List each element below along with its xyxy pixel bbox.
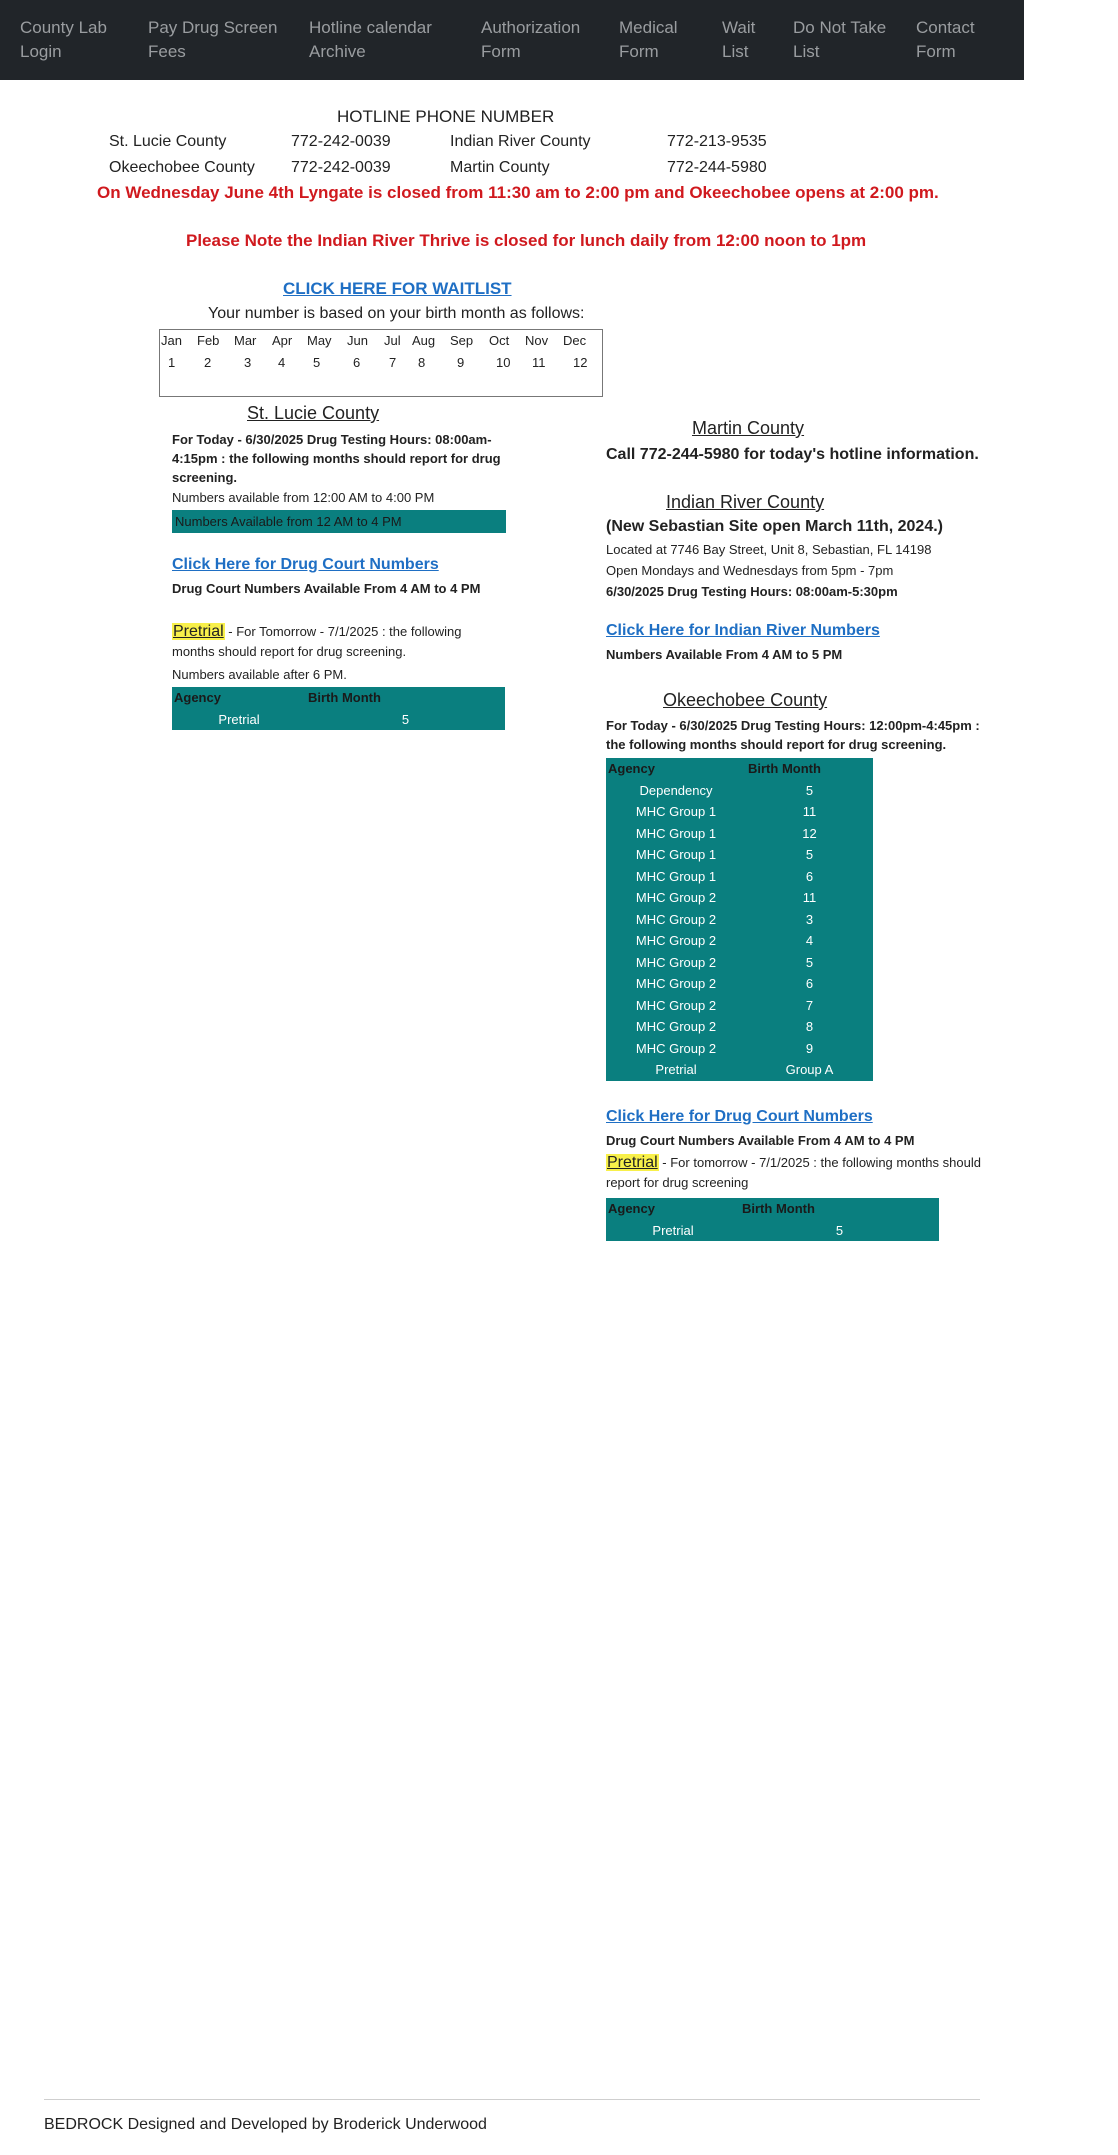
pretrial-text: - For Tomorrow - 7/1/2025 : the following months should report for drug screening. [172, 624, 462, 659]
okeechobee-today-hours: For Today - 6/30/2025 Drug Testing Hours: 12:00pm-4:45pm : the following months should report for drug screening. [606, 718, 980, 752]
table-row [606, 844, 873, 866]
table-cell: 8 [805, 1019, 814, 1035]
table-header: Birth Month [748, 761, 821, 777]
nav-wait-list[interactable]: Wait List [722, 18, 756, 61]
table-row [606, 801, 873, 823]
table-row [606, 909, 873, 931]
nav-pay-drug-screen-fees[interactable]: Pay Drug Screen Fees [148, 18, 278, 61]
table-row [606, 952, 873, 974]
table-row [606, 866, 873, 888]
month-label: Oct [489, 333, 510, 348]
nav-authorization-form[interactable]: Authorization Form [481, 18, 581, 61]
month-number: 1 [168, 355, 176, 370]
table-header: Agency [174, 690, 221, 706]
table-header: Agency [608, 1201, 655, 1217]
table-row [606, 780, 873, 802]
martin-heading: Martin County [692, 418, 805, 438]
footer-divider [44, 2099, 980, 2100]
month-label: Dec [563, 333, 587, 348]
table-cell: Pretrial [652, 1222, 694, 1238]
birth-month-table [159, 329, 603, 397]
table-cell: 11 [802, 890, 817, 906]
hotline-county: Martin County [450, 159, 550, 176]
indian-river-location: Located at 7746 Bay Street, Unit 8, Sebastian, FL 14198 [606, 542, 932, 557]
table-row [606, 1038, 873, 1060]
month-label: Nov [525, 333, 549, 348]
nav-hotline-calendar-archive[interactable]: Hotline calendar Archive [309, 18, 432, 61]
table-cell: Group A [785, 1062, 834, 1078]
hotline-county: Okeechobee County [109, 159, 255, 176]
table-cell: 5 [835, 1222, 844, 1238]
month-number: 7 [389, 355, 397, 370]
table-header-row [606, 1198, 939, 1220]
table-cell: 11 [802, 804, 817, 820]
st-lucie-pretrial-note [172, 622, 507, 662]
hotline-phone: 772-244-5980 [667, 159, 767, 176]
pretrial-text: - For tomorrow - 7/1/2025 : the following months should report for drug screening [606, 1155, 981, 1190]
nav-medical-form[interactable]: Medical Form [619, 18, 678, 61]
nav-county-lab-login[interactable]: County Lab Login [20, 18, 107, 61]
month-label: May [307, 333, 332, 348]
table-cell: 9 [805, 1040, 814, 1056]
indian-river-numbers-link[interactable]: Click Here for Indian River Numbers [606, 622, 880, 639]
month-label: Sep [450, 333, 474, 348]
birth-month-subtitle: Your number is based on your birth month as follows: [208, 305, 585, 322]
table-cell: MHC Group 2 [635, 997, 717, 1013]
okeechobee-heading: Okeechobee County [663, 690, 828, 710]
table-row [606, 930, 873, 952]
month-number: 5 [313, 355, 321, 370]
table-cell: 6 [805, 976, 814, 992]
waitlist-link[interactable]: CLICK HERE FOR WAITLIST [283, 279, 512, 298]
hotline-phone: 772-242-0039 [291, 133, 391, 150]
st-lucie-heading: St. Lucie County [247, 403, 380, 423]
table-header: Birth Month [742, 1201, 815, 1217]
indian-river-heading: Indian River County [666, 492, 825, 512]
hotline-county: Indian River County [450, 133, 591, 150]
month-number: 9 [457, 355, 465, 370]
st-lucie-drug-court-link[interactable]: Click Here for Drug Court Numbers [172, 556, 439, 573]
month-label: Apr [272, 333, 293, 348]
indian-river-new-site: (New Sebastian Site open March 11th, 2024.) [606, 518, 943, 535]
okeechobee-drug-court-link[interactable]: Click Here for Drug Court Numbers [606, 1108, 873, 1125]
table-cell: Dependency [639, 782, 713, 798]
table-cell: 5 [805, 782, 814, 798]
month-label: Aug [412, 333, 436, 348]
st-lucie-after-6: Numbers available after 6 PM. [172, 667, 347, 682]
month-number: 4 [278, 355, 286, 370]
st-lucie-today-hours: For Today - 6/30/2025 Drug Testing Hours: 08:00am-4:15pm : the following months should report for drug screening. [172, 432, 501, 485]
hotline-county: St. Lucie County [109, 133, 227, 150]
table-cell: Pretrial [218, 711, 260, 727]
table-cell: MHC Group 2 [635, 976, 717, 992]
hotline-phone: 772-213-9535 [667, 133, 767, 150]
table-cell: MHC Group 2 [635, 911, 717, 927]
month-number: 11 [532, 355, 546, 370]
martin-call-info: Call 772-244-5980 for today's hotline information. [606, 446, 979, 463]
month-label: Jan [161, 333, 182, 348]
table-row [606, 1059, 873, 1081]
hotline-title: HOTLINE PHONE NUMBER [337, 107, 555, 126]
table-row [606, 1016, 873, 1038]
month-label: Jul [384, 333, 401, 348]
okeechobee-pretrial-table [606, 1198, 939, 1241]
table-row [606, 995, 873, 1017]
table-row [606, 1220, 939, 1242]
table-row [172, 709, 505, 731]
st-lucie-teal-bar [172, 510, 506, 533]
table-header-row [172, 687, 505, 709]
teal-bar-label: Numbers Available from 12 AM to 4 PM [175, 514, 402, 529]
table-row [606, 973, 873, 995]
nav-contact-form[interactable]: Contact Form [916, 18, 975, 61]
indian-river-availability: Numbers Available From 4 AM to 5 PM [606, 647, 843, 662]
table-header: Birth Month [308, 690, 381, 706]
st-lucie-numbers-available: Numbers available from 12:00 AM to 4:00 PM [172, 490, 435, 505]
table-cell: 12 [802, 825, 817, 841]
month-label: Mar [234, 333, 257, 348]
lyngate-notice: On Wednesday June 4th Lyngate is closed from 11:30 am to 2:00 pm and Okeechobee opens at 2:00 pm. [97, 183, 939, 202]
table-cell: 5 [805, 847, 814, 863]
table-cell: 5 [401, 711, 410, 727]
month-number: 12 [573, 355, 588, 370]
thrive-notice: Please Note the Indian River Thrive is closed for lunch daily from 12:00 noon to 1pm [186, 231, 867, 250]
hotline-phone: 772-242-0039 [291, 159, 391, 176]
table-cell: MHC Group 2 [635, 1019, 717, 1035]
footer-credit: BEDROCK Designed and Developed by Broderick Underwood [44, 2116, 487, 2133]
table-header-row [606, 758, 873, 780]
table-cell: MHC Group 2 [635, 890, 717, 906]
okeechobee-pretrial-note [606, 1153, 986, 1193]
table-cell: MHC Group 2 [635, 1040, 717, 1056]
table-cell: MHC Group 1 [635, 804, 717, 820]
month-number: 2 [204, 355, 212, 370]
table-row [606, 823, 873, 845]
top-navbar [0, 0, 1024, 80]
table-cell: 7 [805, 997, 814, 1013]
table-header: Agency [608, 761, 655, 777]
table-cell: MHC Group 1 [635, 847, 717, 863]
st-lucie-pretrial-table [172, 687, 505, 730]
table-cell: MHC Group 2 [635, 933, 717, 949]
table-cell: 6 [805, 868, 814, 884]
table-cell: 5 [805, 954, 814, 970]
table-cell: MHC Group 1 [635, 825, 717, 841]
table-cell: MHC Group 1 [635, 868, 717, 884]
pretrial-highlight: Pretrial [607, 1154, 658, 1171]
okeechobee-agency-table [606, 758, 873, 1081]
okeechobee-drug-court-availability: Drug Court Numbers Available From 4 AM to 4 PM [606, 1133, 915, 1148]
table-row [606, 887, 873, 909]
month-label: Feb [197, 333, 220, 348]
indian-river-open-days: Open Mondays and Wednesdays from 5pm - 7pm [606, 563, 894, 578]
month-number: 3 [244, 355, 252, 370]
table-cell: MHC Group 2 [635, 954, 717, 970]
table-cell: Pretrial [655, 1062, 697, 1078]
month-number: 8 [418, 355, 426, 370]
pretrial-highlight: Pretrial [173, 623, 224, 640]
table-cell: 3 [805, 911, 814, 927]
month-number: 6 [353, 355, 361, 370]
month-number: 10 [496, 355, 511, 370]
nav-do-not-take-list[interactable]: Do Not Take List [793, 18, 887, 61]
month-label: Jun [347, 333, 368, 348]
table-cell: 4 [805, 933, 814, 949]
st-lucie-drug-court-availability: Drug Court Numbers Available From 4 AM to 4 PM [172, 581, 481, 596]
indian-river-hours: 6/30/2025 Drug Testing Hours: 08:00am-5:30pm [606, 584, 898, 599]
